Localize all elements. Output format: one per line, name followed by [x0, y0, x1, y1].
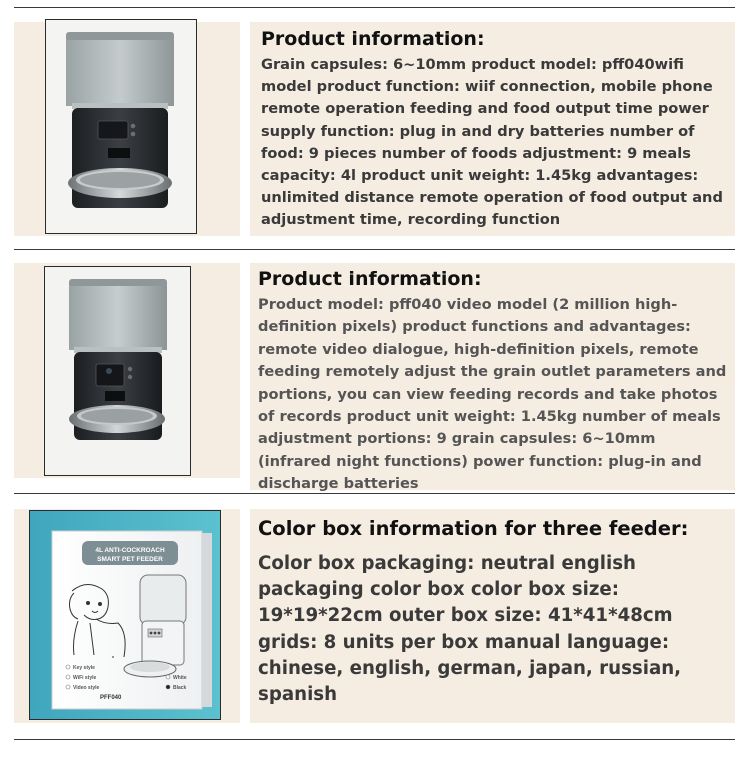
box-option-wifi: WiFi style [73, 675, 97, 681]
box-color-black: Black [173, 685, 187, 691]
box-model-label: PFF040 [100, 695, 122, 701]
bottom-divider [14, 739, 735, 740]
section-2-text [258, 267, 728, 496]
section-3-text [258, 516, 728, 708]
section-3-body: Color box packaging: neutral english packaging color box color box size: 19*19*22cm outer box size: 41*41*48cm grids: 8 units per box manual language: chinese, english, german, japan, russian, spanish [258, 553, 682, 706]
box-banner-line1: 4L ANTI-COCKROACH [95, 547, 165, 554]
box-option-key: Key style [73, 665, 95, 671]
wifi-feeder-photo [45, 19, 197, 234]
section-1-text [261, 27, 731, 232]
color-box-image [30, 511, 220, 719]
section-1-body: Grain capsules: 6~10mm product model: pff040wifi model product function: wiif connection, mobile phone remote operation feeding and food output time power supply function: plug in and dry batteries number of food: 9 pieces number of foods adjustment: 9 meals capacity: 4l product unit weight: 1.45kg advantages: unlimited distance remote operation of food output and adjustment time, recording function [261, 56, 723, 229]
wifi-feeder-image [46, 20, 196, 233]
section-3-heading: Color box information for three feeder: [258, 517, 689, 540]
section-1-heading: Product information: [261, 28, 485, 50]
video-feeder-image [45, 267, 190, 475]
section-2-heading: Product information: [258, 268, 482, 290]
section-2-body: Product model: pff040 video model (2 million high-definition pixels) product functions and advantages: remote video dialogue, high-definition pixels, remote feeding remotely adjust the grain outlet parameters and portions, you can view feeding records and take photos of records product unit weight: 1.45kg number of meals adjustment portions: 9 grain capsules: 6~10mm (infrared night functions) power function: plug-in and discharge batteries [258, 296, 727, 493]
box-banner-line2: SMART PET FEEDER [97, 556, 163, 563]
box-color-white: White [173, 675, 187, 681]
color-box-photo [29, 510, 221, 720]
box-option-video: Video style [73, 685, 100, 691]
top-divider [14, 7, 735, 8]
divider-1 [14, 249, 735, 250]
video-feeder-photo [44, 266, 191, 476]
